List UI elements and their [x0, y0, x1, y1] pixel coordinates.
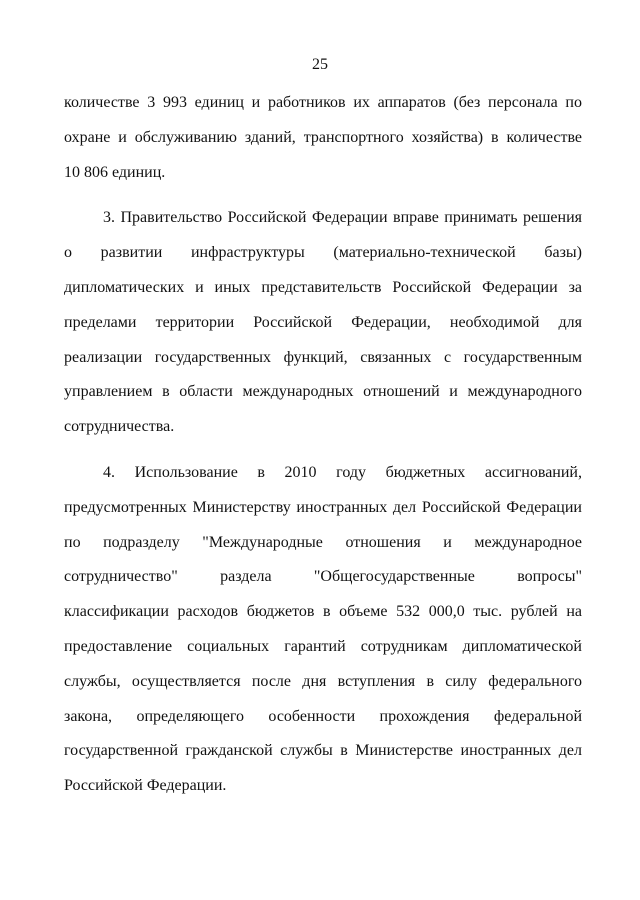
text-line: реализации государственных функций, связанных с государственным: [64, 348, 582, 366]
text-line: сотрудничества.: [64, 418, 175, 436]
text-line: охране и обслуживанию зданий, транспортного хозяйства) в количестве: [64, 128, 582, 146]
text-line: сотрудничество" раздела "Общегосударственные вопросы": [64, 568, 582, 586]
text-line: 3. Правительство Российской Федерации вправе принимать решения: [103, 209, 582, 227]
text-line: классификации расходов бюджетов в объеме 532 000,0 тыс. рублей на: [64, 603, 582, 621]
text-line: управлением в области международных отношений и международного: [64, 383, 582, 401]
text-line: по подразделу "Международные отношения и международное: [64, 533, 582, 551]
text-line: 4. Использование в 2010 году бюджетных ассигнований,: [103, 463, 582, 481]
page-number: 25: [312, 56, 328, 73]
text-line: закона, определяющего особенности прохождения федеральной: [64, 707, 582, 725]
text-line: службы, осуществляется после дня вступления в силу федерального: [64, 672, 582, 690]
document-body: [64, 86, 582, 815]
text-line: предоставление социальных гарантий сотрудникам дипломатической: [64, 637, 582, 655]
paragraph-2: [64, 201, 582, 445]
text-line: Российской Федерации.: [64, 777, 227, 795]
text-line: предусмотренных Министерству иностранных дел Российской Федерации: [64, 498, 582, 516]
paragraph-1: [64, 86, 582, 190]
text-line: 10 806 единиц.: [64, 163, 166, 181]
text-line: количестве 3 993 единиц и работников их аппаратов (без персонала по: [64, 94, 582, 111]
text-line: пределами территории Российской Федерации, необходимой для: [64, 313, 582, 331]
text-line: дипломатических и иных представительств Российской Федерации за: [64, 278, 582, 296]
text-line: о развитии инфраструктуры (материально-технической базы): [64, 244, 582, 262]
paragraph-3: [64, 456, 582, 804]
text-line: государственной гражданской службы в Министерстве иностранных дел: [64, 742, 582, 760]
